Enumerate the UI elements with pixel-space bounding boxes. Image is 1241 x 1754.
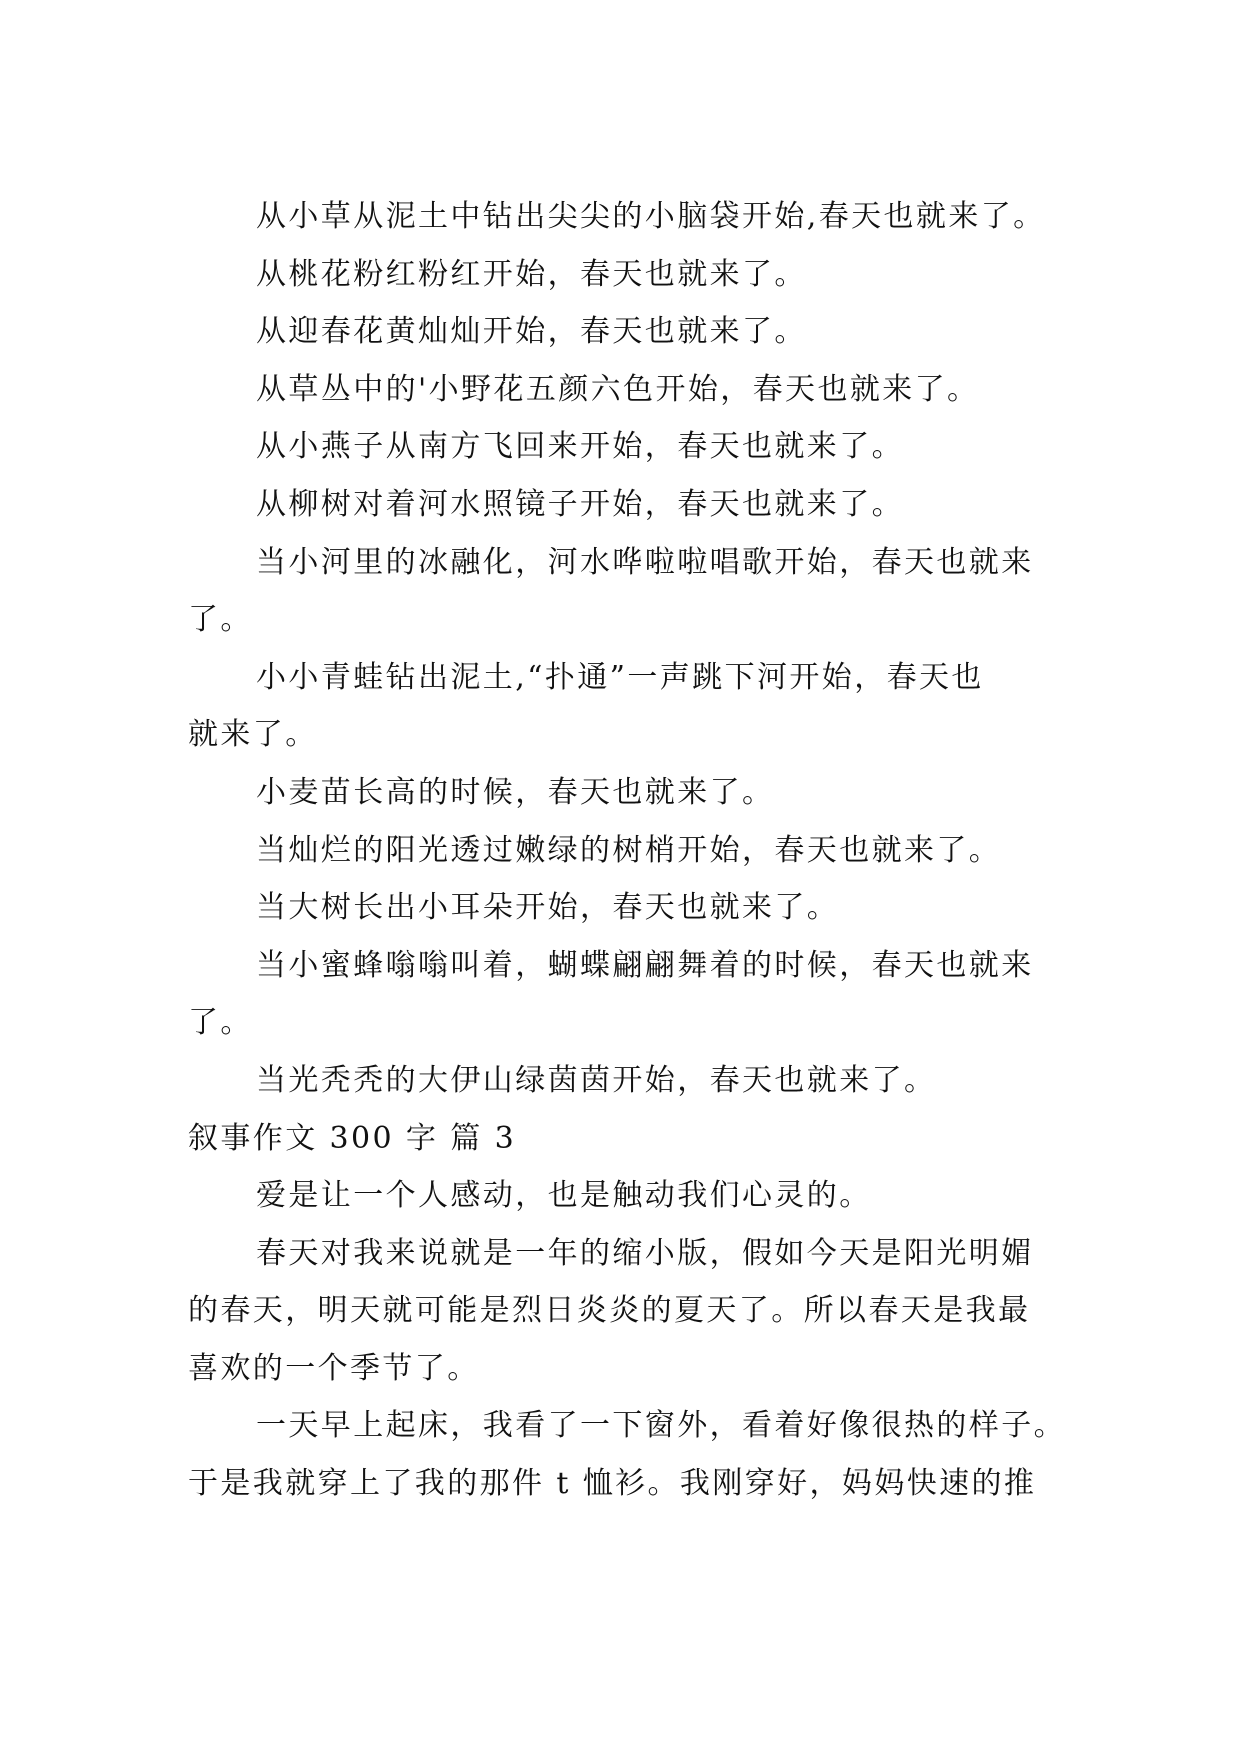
paragraph-line: 当小蜜蜂嗡嗡叫着，蝴蝶翩翩舞着的时候，春天也就来 <box>256 947 1034 983</box>
paragraph-line-continuation: 喜欢的一个季节了。 <box>188 1350 480 1386</box>
paragraph-line: 当大树长出小耳朵开始，春天也就来了。 <box>256 890 840 926</box>
paragraph-line: 当灿烂的阳光透过嫩绿的树梢开始，春天也就来了。 <box>256 832 1002 868</box>
paragraph-line: 一天早上起床，我看了一下窗外，看着好像很热的样子。 <box>256 1408 1066 1444</box>
paragraph-line: 小麦苗长高的时候，春天也就来了。 <box>256 774 775 810</box>
paragraph-line: 当光秃秃的大伊山绿茵茵开始，春天也就来了。 <box>256 1062 937 1098</box>
paragraph-line: 从小草从泥土中钻出尖尖的小脑袋开始,春天也就来了。 <box>256 199 1046 234</box>
paragraph-line: 从柳树对着河水照镜子开始，春天也就来了。 <box>256 486 904 522</box>
paragraph-line-continuation: 了。 <box>188 1005 253 1041</box>
section-heading: 叙事作文 300 字 篇 3 <box>188 1120 517 1156</box>
paragraph-line-continuation: 于是我就穿上了我的那件 t 恤衫。我刚穿好，妈妈快速的推 <box>188 1466 1037 1502</box>
paragraph-line: 从小燕子从南方飞回来开始，春天也就来了。 <box>256 429 904 465</box>
paragraph-line-continuation: 就来了。 <box>188 717 318 753</box>
paragraph-line: 小小青蛙钻出泥土,“扑通”一声跳下河开始，春天也 <box>256 659 984 695</box>
paragraph-line: 当小河里的冰融化，河水哗啦啦唱歌开始，春天也就来 <box>256 544 1034 580</box>
paragraph-line-continuation: 的春天，明天就可能是烈日炎炎的夏天了。所以春天是我最 <box>188 1293 1031 1329</box>
paragraph-line-continuation: 了。 <box>188 602 253 638</box>
paragraph-line: 从桃花粉红粉红开始，春天也就来了。 <box>256 256 807 292</box>
document-body <box>188 188 1068 1513</box>
paragraph-line: 从迎春花黄灿灿开始，春天也就来了。 <box>256 314 807 350</box>
paragraph-line: 从草丛中的'小野花五颜六色开始，春天也就来了。 <box>256 371 980 407</box>
paragraph-line: 春天对我来说就是一年的缩小版，假如今天是阳光明媚 <box>256 1235 1034 1271</box>
paragraph-line: 爱是让一个人感动，也是触动我们心灵的。 <box>256 1178 872 1214</box>
